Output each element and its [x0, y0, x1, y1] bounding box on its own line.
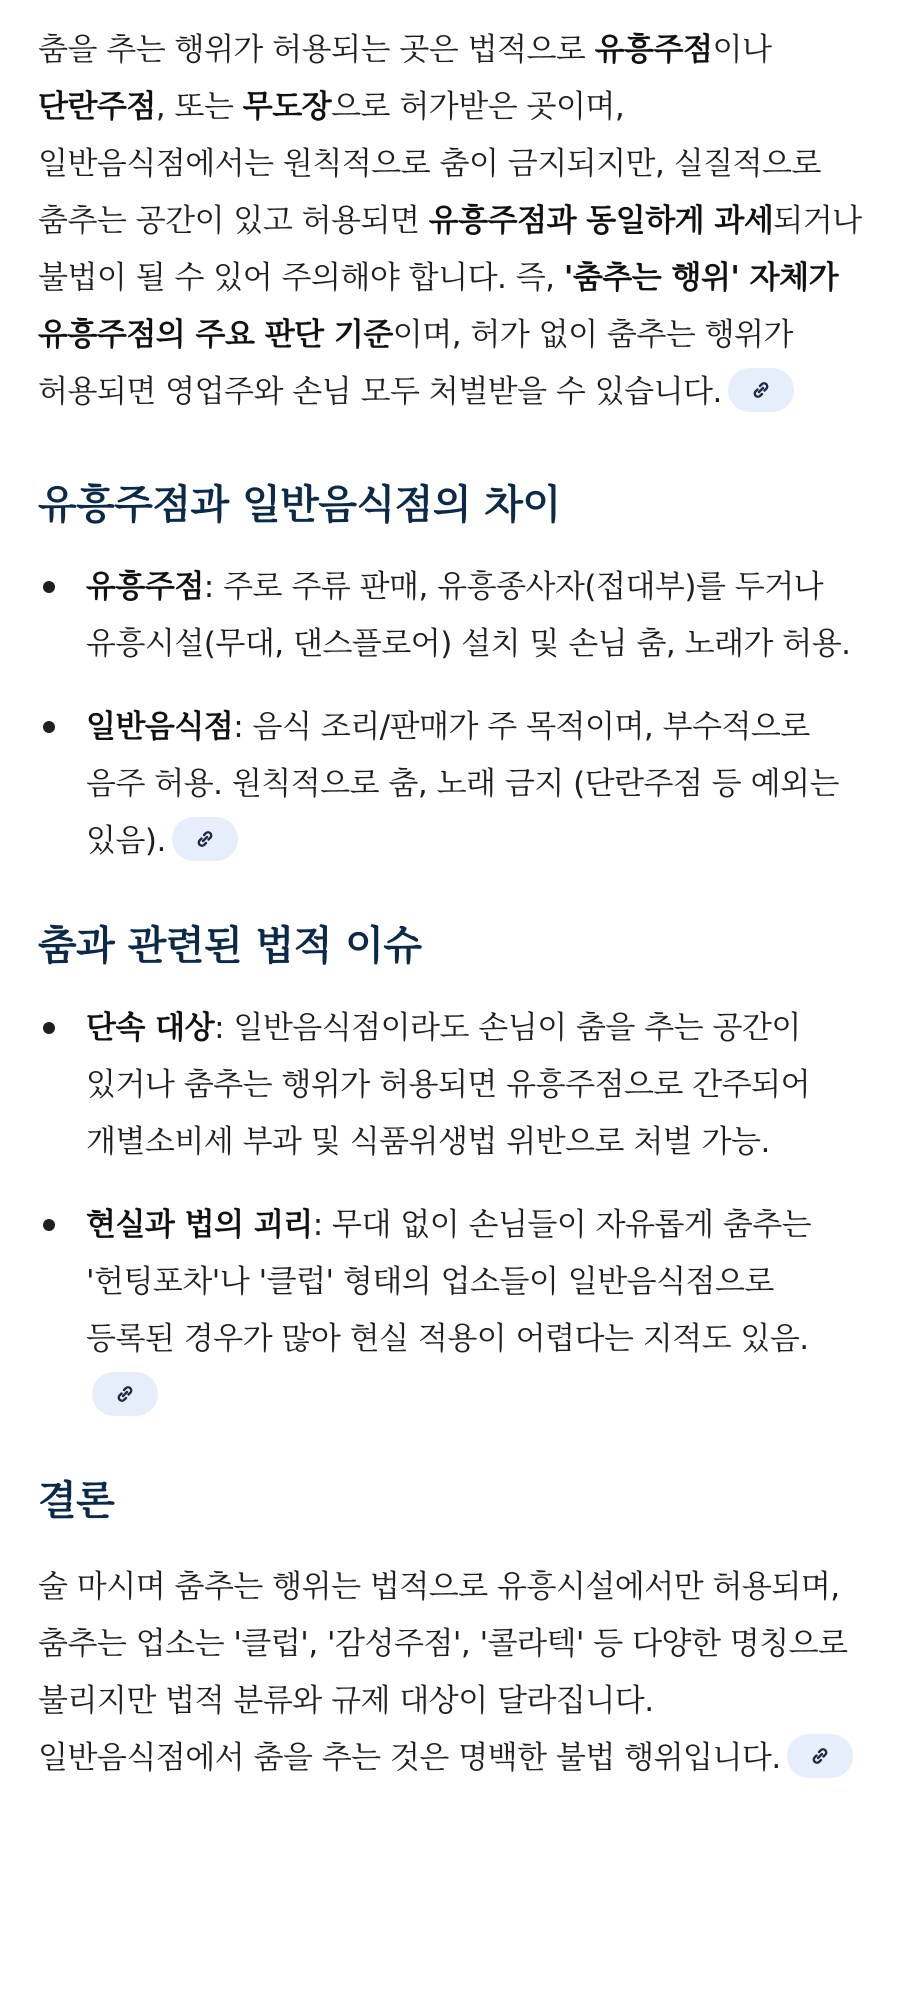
section-heading-legal-issues: 춤과 관련된 법적 이슈 — [38, 923, 422, 969]
intro-text-5: 되거나 불법이 될 수 있어 주의해야 합니다. 즉, — [38, 203, 862, 296]
bullet-dot — [43, 1219, 55, 1231]
section-heading-difference: 유흥주점과 일반음식점의 차이 — [38, 482, 561, 528]
list-item-text: : 일반음식점이라도 손님이 춤을 추는 공간이 있거나 춤추는 행위가 허용되면 유흥주점으로 간주되어 개별소비세 부과 및 식품위생법 위반으로 처벌 가능. — [86, 1010, 811, 1160]
citation-chip[interactable] — [172, 817, 238, 861]
intro-bold-5: '춤추는 행위' 자체가 유흥주점의 주요 판단 기준 — [38, 260, 839, 353]
intro-text-2: 이나 — [712, 32, 772, 68]
intro-text-1: 춤을 추는 행위가 허용되는 곳은 법적으로 — [38, 32, 595, 68]
conclusion-paragraph — [38, 1559, 868, 1787]
citation-chip[interactable] — [787, 1734, 853, 1778]
list-item — [38, 699, 868, 870]
intro-text-3: , 또는 — [155, 89, 243, 125]
list-item — [38, 1197, 868, 1425]
citation-chip[interactable] — [728, 368, 794, 412]
list-item — [38, 1000, 868, 1171]
intro-paragraph — [38, 22, 868, 421]
intro-bold-3: 무도장 — [242, 89, 332, 125]
list-item-term: 유흥주점 — [86, 569, 204, 605]
legal-issues-list — [38, 1000, 868, 1425]
list-item-text: : 무대 없이 손님들이 자유롭게 춤추는 '헌팅포차'나 '클럽' 형태의 업소들이 일반음식점으로 등록된 경우가 많아 현실 적용이 어렵다는 지적도 있음. — [86, 1207, 812, 1357]
list-item-text: : 주로 주류 판매, 유흥종사자(접대부)를 두거나 유흥시설(무대, 댄스플로어) 설치 및 손님 춤, 노래가 허용. — [86, 569, 851, 662]
bullet-dot — [43, 1022, 55, 1034]
intro-bold-2: 단란주점 — [38, 89, 156, 125]
intro-bold-4: 유흥주점과 동일하게 과세 — [428, 203, 774, 239]
difference-list — [38, 559, 868, 870]
intro-bold-1: 유흥주점 — [594, 32, 713, 68]
link-icon — [193, 827, 217, 851]
section-heading-conclusion: 결론 — [38, 1478, 115, 1524]
citation-chip[interactable] — [92, 1372, 158, 1416]
list-item-term: 일반음식점 — [86, 709, 234, 745]
link-icon — [113, 1382, 137, 1406]
list-item — [38, 559, 868, 673]
bullet-dot — [43, 721, 55, 733]
list-item-term: 단속 대상 — [86, 1010, 215, 1046]
bullet-dot — [43, 581, 55, 593]
link-icon — [749, 378, 773, 402]
list-item-text: : 음식 조리/판매가 주 목적이며, 부수적으로 음주 허용. 원칙적으로 춤, 노래 금지 (단란주점 등 예외는 있음). — [86, 709, 839, 859]
list-item-term: 현실과 법의 괴리 — [86, 1207, 313, 1243]
intro-text-4: 으로 허가받은 곳이며, 일반음식점에서는 원칙적으로 춤이 금지되지만, 실질적으로 춤추는 공간이 있고 허용되면 — [38, 89, 821, 239]
link-icon — [808, 1744, 832, 1768]
intro-text-6: 이며, 허가 없이 춤추는 행위가 허용되면 영업주와 손님 모두 처벌받을 수 있습니다. — [38, 317, 793, 410]
conclusion-text: 술 마시며 춤추는 행위는 법적으로 유흥시설에서만 허용되며, 춤추는 업소는 '클럽', '감성주점', '콜라텍' 등 다양한 명칭으로 불리지만 법적 분류와 규제 대상이 달라집니다. 일반음식점에서 춤을 추는 것은 명백한 불법 행위입니다. — [38, 1569, 848, 1776]
